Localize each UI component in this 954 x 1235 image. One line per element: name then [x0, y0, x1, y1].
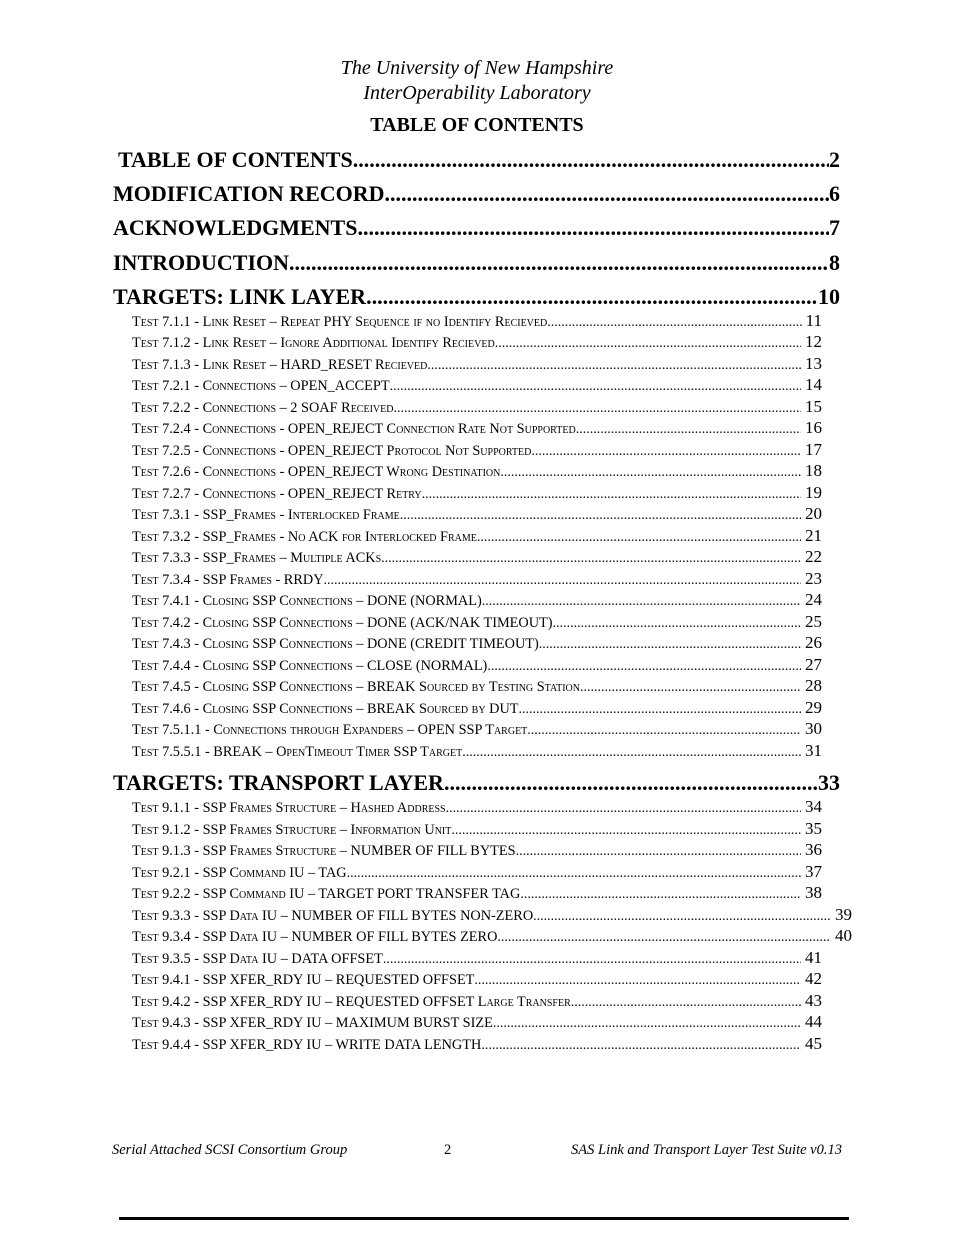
dot-leader	[493, 1015, 801, 1031]
toc-entry-label: Test 7.2.2 - Connections – 2 SOAF Received	[132, 400, 394, 416]
toc-entry-page: 21	[805, 527, 822, 545]
toc-entry-label: Test 9.1.1 - SSP Frames Structure – Hashed Address	[132, 800, 446, 816]
toc-entry-test[interactable]	[132, 820, 822, 838]
toc-entry-page: 31	[805, 742, 822, 760]
dot-leader	[531, 443, 801, 459]
toc-entry-major[interactable]	[113, 181, 840, 207]
toc-entry-label: Test 9.3.4 - SSP Data IU – NUMBER OF FILL BYTES ZERO	[132, 929, 498, 945]
toc-entry-test[interactable]	[132, 906, 852, 924]
toc-entry-label: TARGETS: LINK LAYER	[113, 284, 367, 309]
toc-entry-page: 45	[805, 1035, 822, 1053]
toc-entry-test[interactable]	[132, 634, 822, 652]
toc-entry-page: 24	[805, 591, 822, 609]
toc-entry-label: Test 7.4.2 - Closing SSP Connections – DONE (ACK/NAK TIMEOUT)	[132, 615, 553, 631]
dot-leader	[427, 357, 801, 373]
header-lab: InterOperability Laboratory	[363, 82, 591, 104]
toc-entry-label: Test 7.4.4 - Closing SSP Connections – CLOSE (NORMAL)	[132, 658, 488, 674]
dot-leader	[539, 636, 801, 652]
toc-entry-label: TABLE OF CONTENTS	[118, 147, 353, 172]
toc-entry-label: Test 7.5.5.1 - BREAK – OpenTimeout Timer SSP Target	[132, 744, 463, 760]
dot-leader	[481, 1037, 801, 1053]
toc-entry-label: ACKNOWLEDGMENTS	[113, 215, 358, 240]
toc-entry-test[interactable]	[132, 591, 822, 609]
toc-entry-page: 15	[805, 398, 822, 416]
toc-entry-page: 19	[805, 484, 822, 502]
dot-leader	[487, 658, 801, 674]
dot-leader	[385, 181, 829, 207]
toc-entry-page: 38	[805, 884, 822, 902]
footer-page-number: 2	[444, 1142, 452, 1158]
toc-entry-test[interactable]	[132, 699, 822, 717]
toc-entry-label: Test 7.2.6 - Connections - OPEN_REJECT Wrong Destination	[132, 464, 501, 480]
toc-entry-label: Test 7.2.1 - Connections – OPEN_ACCEPT	[132, 378, 390, 394]
toc-entry-page: 20	[805, 505, 822, 523]
dot-leader	[500, 464, 801, 480]
toc-entry-test[interactable]	[132, 841, 822, 859]
toc-entry-page: 17	[805, 441, 822, 459]
page-title: TABLE OF CONTENTS	[370, 114, 584, 136]
toc-entry-label: Test 7.4.1 - Closing SSP Connections – DONE (NORMAL)	[132, 593, 482, 609]
toc-entry-test[interactable]	[132, 419, 822, 437]
toc-entry-test[interactable]	[132, 720, 822, 738]
toc-entry-label: Test 7.4.6 - Closing SSP Connections – BREAK Sourced by DUT	[132, 701, 519, 717]
dot-leader	[357, 215, 829, 241]
toc-entry-test[interactable]	[132, 1013, 822, 1031]
dot-leader	[571, 994, 801, 1010]
toc-entry-test[interactable]	[132, 677, 822, 695]
toc-entry-page: 25	[805, 613, 822, 631]
toc-entry-test[interactable]	[132, 613, 822, 631]
dot-leader	[495, 335, 801, 351]
footer-organization: Serial Attached SCSI Consortium Group	[112, 1142, 348, 1158]
toc-entry-test[interactable]	[132, 376, 822, 394]
toc-entry-label: Test 9.4.1 - SSP XFER_RDY IU – REQUESTED OFFSET	[132, 972, 475, 988]
toc-entry-page: 44	[805, 1013, 822, 1031]
toc-entry-label: Test 7.4.5 - Closing SSP Connections – BREAK Sourced by Testing Station	[132, 679, 580, 695]
toc-entry-label: Test 7.1.2 - Link Reset – Ignore Additional Identify Recieved	[132, 335, 495, 351]
dot-leader	[576, 421, 801, 437]
toc-entry-page: 27	[805, 656, 822, 674]
toc-entry-label: MODIFICATION RECORD	[113, 181, 385, 206]
toc-entry-page: 8	[829, 250, 840, 275]
toc-entry-test[interactable]	[132, 355, 822, 373]
toc-entry-test[interactable]	[132, 462, 822, 480]
toc-entry-test[interactable]	[132, 527, 822, 545]
footer-document-title: SAS Link and Transport Layer Test Suite v0.13	[571, 1142, 842, 1158]
dot-leader	[553, 615, 801, 631]
toc-entry-test[interactable]	[132, 1035, 822, 1053]
dot-leader	[446, 800, 801, 816]
toc-entry-test[interactable]	[132, 484, 822, 502]
toc-entry-label: Test 9.4.2 - SSP XFER_RDY IU – REQUESTED OFFSET Large Transfer	[132, 994, 571, 1010]
toc-entry-page: 22	[805, 548, 822, 566]
toc-entry-page: 41	[805, 949, 822, 967]
toc-entry-test[interactable]	[132, 441, 822, 459]
toc-entry-page: 33	[818, 770, 840, 795]
toc-entry-page: 40	[835, 927, 852, 945]
toc-entry-major[interactable]	[113, 284, 840, 310]
dot-leader	[547, 314, 801, 330]
header-institution: The University of New Hampshire	[340, 57, 614, 79]
dot-leader	[462, 744, 801, 760]
dot-leader	[444, 770, 818, 796]
toc-entry-label: Test 7.5.1.1 - Connections through Expanders – OPEN SSP Target	[132, 722, 528, 738]
dot-leader	[497, 929, 831, 945]
toc-entry-test[interactable]	[132, 548, 822, 566]
toc-entry-page: 6	[829, 181, 840, 206]
toc-entry-page: 42	[805, 970, 822, 988]
toc-entry-label: Test 7.2.7 - Connections - OPEN_REJECT Retry	[132, 486, 422, 502]
toc-entry-label: Test 9.3.3 - SSP Data IU – NUMBER OF FILL BYTES NON-ZERO	[132, 908, 534, 924]
toc-entry-test[interactable]	[132, 949, 822, 967]
toc-entry-test[interactable]	[132, 927, 852, 945]
toc-entry-label: Test 9.4.4 - SSP XFER_RDY IU – WRITE DATA LENGTH	[132, 1037, 482, 1053]
toc-entry-label: INTRODUCTION	[113, 250, 290, 275]
toc-entry-label: Test 7.3.4 - SSP Frames - RRDY	[132, 572, 324, 588]
toc-entry-test[interactable]	[132, 398, 822, 416]
toc-entry-label: Test 9.1.3 - SSP Frames Structure – NUMBER OF FILL BYTES	[132, 843, 516, 859]
toc-entry-page: 37	[805, 863, 822, 881]
toc-entry-page: 26	[805, 634, 822, 652]
footer-rule	[119, 1217, 849, 1220]
toc-entry-page: 11	[805, 312, 822, 330]
page-footer	[112, 1141, 842, 1161]
dot-leader	[383, 951, 801, 967]
toc-entry-label: Test 7.2.5 - Connections - OPEN_REJECT Protocol Not Supported	[132, 443, 532, 459]
toc-entry-major[interactable]	[113, 215, 840, 241]
toc-entry-label: Test 9.1.2 - SSP Frames Structure – Information Unit	[132, 822, 452, 838]
toc-entry-major[interactable]	[113, 250, 840, 276]
dot-leader	[353, 147, 829, 173]
toc-entry-test[interactable]	[132, 333, 822, 351]
dot-leader	[516, 843, 801, 859]
toc-entry-page: 39	[835, 906, 852, 924]
toc-entry-label: Test 9.2.1 - SSP Command IU – TAG	[132, 865, 347, 881]
dot-leader	[580, 679, 801, 695]
toc-entry-page: 23	[805, 570, 822, 588]
toc-entry-page: 13	[805, 355, 822, 373]
toc-entry-major[interactable]	[118, 147, 840, 173]
toc-entry-page: 36	[805, 841, 822, 859]
toc-entry-label: Test 9.3.5 - SSP Data IU – DATA OFFSET	[132, 951, 383, 967]
toc-entry-label: Test 7.4.3 - Closing SSP Connections – DONE (CREDIT TIMEOUT)	[132, 636, 539, 652]
dot-leader	[347, 865, 801, 881]
toc-entry-page: 35	[805, 820, 822, 838]
toc-entry-label: TARGETS: TRANSPORT LAYER	[113, 770, 444, 795]
toc-entry-page: 18	[805, 462, 822, 480]
toc-entry-major[interactable]	[113, 770, 840, 796]
dot-leader	[381, 550, 801, 566]
toc-entry-test[interactable]	[132, 992, 822, 1010]
dot-leader	[474, 972, 801, 988]
dot-leader	[324, 572, 801, 588]
toc-entry-test[interactable]	[132, 505, 822, 523]
dot-leader	[451, 822, 801, 838]
toc-entry-label: Test 7.1.1 - Link Reset – Repeat PHY Sequence if no Identify Recieved	[132, 314, 548, 330]
dot-leader	[482, 593, 801, 609]
toc-entry-page: 14	[805, 376, 822, 394]
toc-entry-page: 43	[805, 992, 822, 1010]
dot-leader	[400, 507, 801, 523]
toc-entry-test[interactable]	[132, 312, 822, 330]
dot-leader	[533, 908, 831, 924]
toc-entry-page: 30	[805, 720, 822, 738]
dot-leader	[422, 486, 801, 502]
toc-entry-page: 7	[829, 215, 840, 240]
toc-entry-page: 29	[805, 699, 822, 717]
dot-leader	[393, 400, 801, 416]
toc-entry-test[interactable]	[132, 884, 822, 902]
toc-entry-test[interactable]	[132, 970, 822, 988]
toc-entry-page: 12	[805, 333, 822, 351]
toc-entry-label: Test 7.3.3 - SSP_Frames – Multiple ACKs	[132, 550, 382, 566]
toc-entry-page: 28	[805, 677, 822, 695]
toc-entry-label: Test 9.2.2 - SSP Command IU – TARGET PORT TRANSFER TAG	[132, 886, 521, 902]
toc-entry-page: 16	[805, 419, 822, 437]
toc-entry-label: Test 7.3.1 - SSP_Frames - Interlocked Frame	[132, 507, 400, 523]
toc-entry-test[interactable]	[132, 742, 822, 760]
toc-entry-label: Test 7.2.4 - Connections - OPEN_REJECT Connection Rate Not Supported	[132, 421, 576, 437]
toc-entry-page: 34	[805, 798, 822, 816]
dot-leader	[519, 701, 802, 717]
dot-leader	[366, 284, 818, 310]
toc-entry-test[interactable]	[132, 570, 822, 588]
toc-entry-test[interactable]	[132, 798, 822, 816]
toc-entry-page: 2	[829, 147, 840, 172]
toc-entry-page: 10	[818, 284, 840, 309]
dot-leader	[477, 529, 801, 545]
dot-leader	[520, 886, 801, 902]
toc-entry-test[interactable]	[132, 656, 822, 674]
toc-entry-label: Test 7.1.3 - Link Reset – HARD_RESET Recieved	[132, 357, 428, 373]
dot-leader	[390, 378, 801, 394]
toc-entry-label: Test 9.4.3 - SSP XFER_RDY IU – MAXIMUM BURST SIZE	[132, 1015, 493, 1031]
dot-leader	[527, 722, 801, 738]
toc-entry-label: Test 7.3.2 - SSP_Frames - No ACK for Interlocked Frame	[132, 529, 477, 545]
toc-entry-test[interactable]	[132, 863, 822, 881]
dot-leader	[289, 250, 829, 276]
